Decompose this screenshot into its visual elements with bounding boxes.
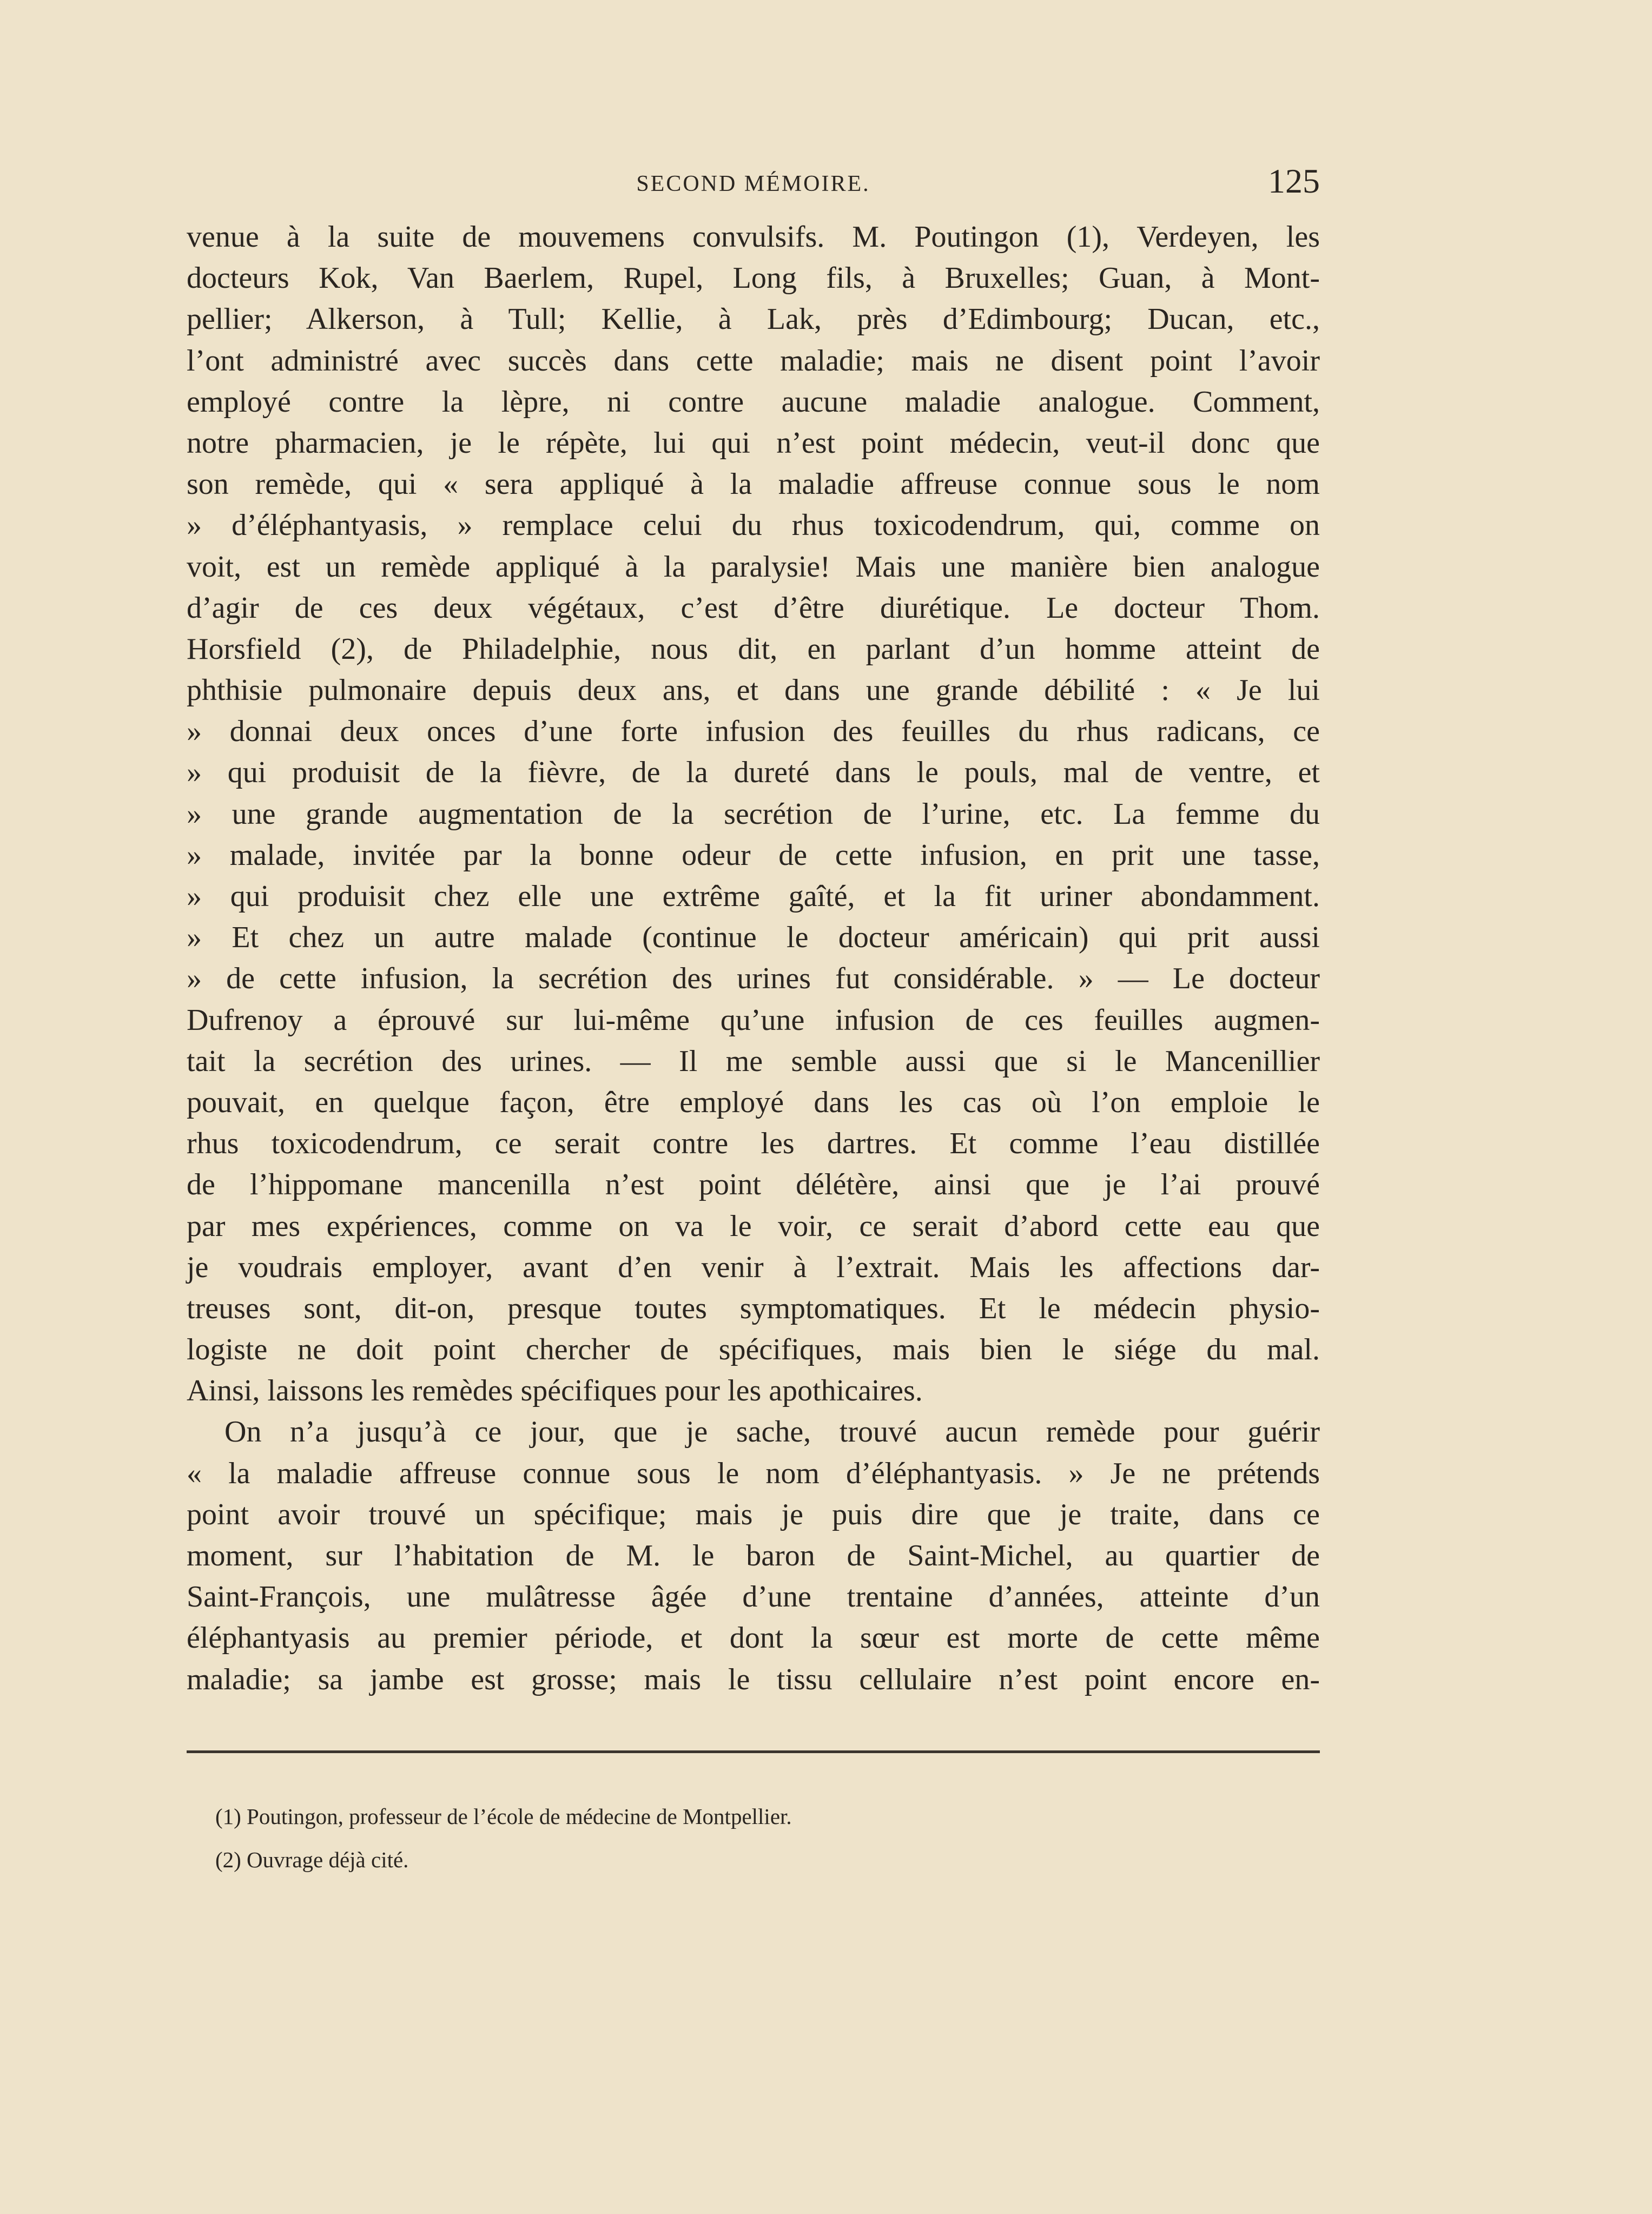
text-line: pellier; Alkerson, à Tull; Kellie, à Lak, près d’Edimbourg; Ducan, etc., bbox=[187, 302, 1320, 336]
footnotes bbox=[215, 1795, 1297, 1881]
text-line: Dufrenoy a éprouvé sur lui-même qu’une infusion de ces feuilles augmen- bbox=[187, 1003, 1320, 1037]
text-line: logiste ne doit point chercher de spécifiques, mais bien le siége du mal. bbox=[187, 1333, 1320, 1367]
text-line: moment, sur l’habitation de M. le baron de Saint-Michel, au quartier de bbox=[187, 1539, 1320, 1572]
text-line: tait la secrétion des urines. — Il me semble aussi que si le Mancenillier bbox=[187, 1044, 1320, 1078]
footnote-divider bbox=[187, 1750, 1320, 1753]
text-line: d’agir de ces deux végétaux, c’est d’être diurétique. Le docteur Thom. bbox=[187, 591, 1320, 625]
text-line: éléphantyasis au premier période, et dont la sœur est morte de cette même bbox=[187, 1621, 1320, 1655]
text-line: rhus toxicodendrum, ce serait contre les dartres. Et comme l’eau distillée bbox=[187, 1127, 1320, 1161]
text-line: Ainsi, laissons les remèdes spécifiques pour les apothicaires. bbox=[187, 1374, 923, 1408]
running-title: SECOND MÉMOIRE. bbox=[636, 171, 870, 196]
footnote-1: (1) Poutingon, professeur de l’école de médecine de Montpellier. bbox=[215, 1804, 792, 1829]
text-line: Horsfield (2), de Philadelphie, nous dit, en parlant d’un homme atteint de bbox=[187, 632, 1320, 666]
text-line: Saint-François, une mulâtresse âgée d’une trentaine d’années, atteinte d’un bbox=[187, 1580, 1320, 1614]
text-line: » une grande augmentation de la secrétion de l’urine, etc. La femme du bbox=[187, 797, 1320, 831]
text-line: » qui produisit de la fièvre, de la dureté dans le pouls, mal de ventre, et bbox=[187, 756, 1320, 790]
text-line: « la maladie affreuse connue sous le nom d’éléphantyasis. » Je ne prétends bbox=[187, 1456, 1320, 1490]
text-line: notre pharmacien, je le répète, lui qui n’est point médecin, veut-il donc que bbox=[187, 426, 1320, 460]
text-line: treuses sont, dit-on, presque toutes symptomatiques. Et le médecin physio- bbox=[187, 1291, 1320, 1325]
text-line: point avoir trouvé un spécifique; mais je puis dire que je traite, dans ce bbox=[187, 1497, 1320, 1531]
text-line: » donnai deux onces d’une forte infusion des feuilles du rhus radicans, ce bbox=[187, 715, 1320, 749]
text-line: » d’éléphantyasis, » remplace celui du rhus toxicodendrum, qui, comme on bbox=[187, 508, 1320, 543]
text-line: je voudrais employer, avant d’en venir à l’extrait. Mais les affections dar- bbox=[187, 1250, 1320, 1284]
text-line: docteurs Kok, Van Baerlem, Rupel, Long fils, à Bruxelles; Guan, à Mont- bbox=[187, 261, 1320, 295]
body-text bbox=[187, 216, 1320, 1700]
running-header bbox=[187, 161, 1320, 204]
text-line: venue à la suite de mouvemens convulsifs. M. Poutingon (1), Verdeyen, les bbox=[187, 220, 1320, 254]
text-line: maladie; sa jambe est grosse; mais le tissu cellulaire n’est point encore en- bbox=[187, 1662, 1320, 1696]
text-line: par mes expériences, comme on va le voir, ce serait d’abord cette eau que bbox=[187, 1209, 1320, 1243]
text-line: phthisie pulmonaire depuis deux ans, et dans une grande débilité : « Je lui bbox=[187, 673, 1320, 708]
text-line: l’ont administré avec succès dans cette maladie; mais ne disent point l’avoir bbox=[187, 343, 1320, 378]
footnote-2: (2) Ouvrage déjà cité. bbox=[215, 1847, 409, 1872]
text-line: son remède, qui « sera appliqué à la maladie affreuse connue sous le nom bbox=[187, 467, 1320, 501]
text-line: voit, est un remède appliqué à la paralysie! Mais une manière bien analogue bbox=[187, 550, 1320, 584]
text-line: On n’a jusqu’à ce jour, que je sache, trouvé aucun remède pour guérir bbox=[224, 1415, 1320, 1449]
text-line: » qui produisit chez elle une extrême gaîté, et la fit uriner abondamment. bbox=[187, 880, 1320, 913]
text-line: » malade, invitée par la bonne odeur de cette infusion, en prit une tasse, bbox=[187, 838, 1320, 872]
text-line: » Et chez un autre malade (continue le docteur américain) qui prit aussi bbox=[187, 921, 1320, 955]
text-line: » de cette infusion, la secrétion des urines fut considérable. » — Le docteur bbox=[187, 962, 1320, 996]
text-line: employé contre la lèpre, ni contre aucune maladie analogue. Comment, bbox=[187, 385, 1320, 419]
page-number: 125 bbox=[1268, 162, 1320, 200]
text-line: de l’hippomane mancenilla n’est point délétère, ainsi que je l’ai prouvé bbox=[187, 1168, 1320, 1202]
text-line: pouvait, en quelque façon, être employé dans les cas où l’on emploie le bbox=[187, 1085, 1320, 1119]
